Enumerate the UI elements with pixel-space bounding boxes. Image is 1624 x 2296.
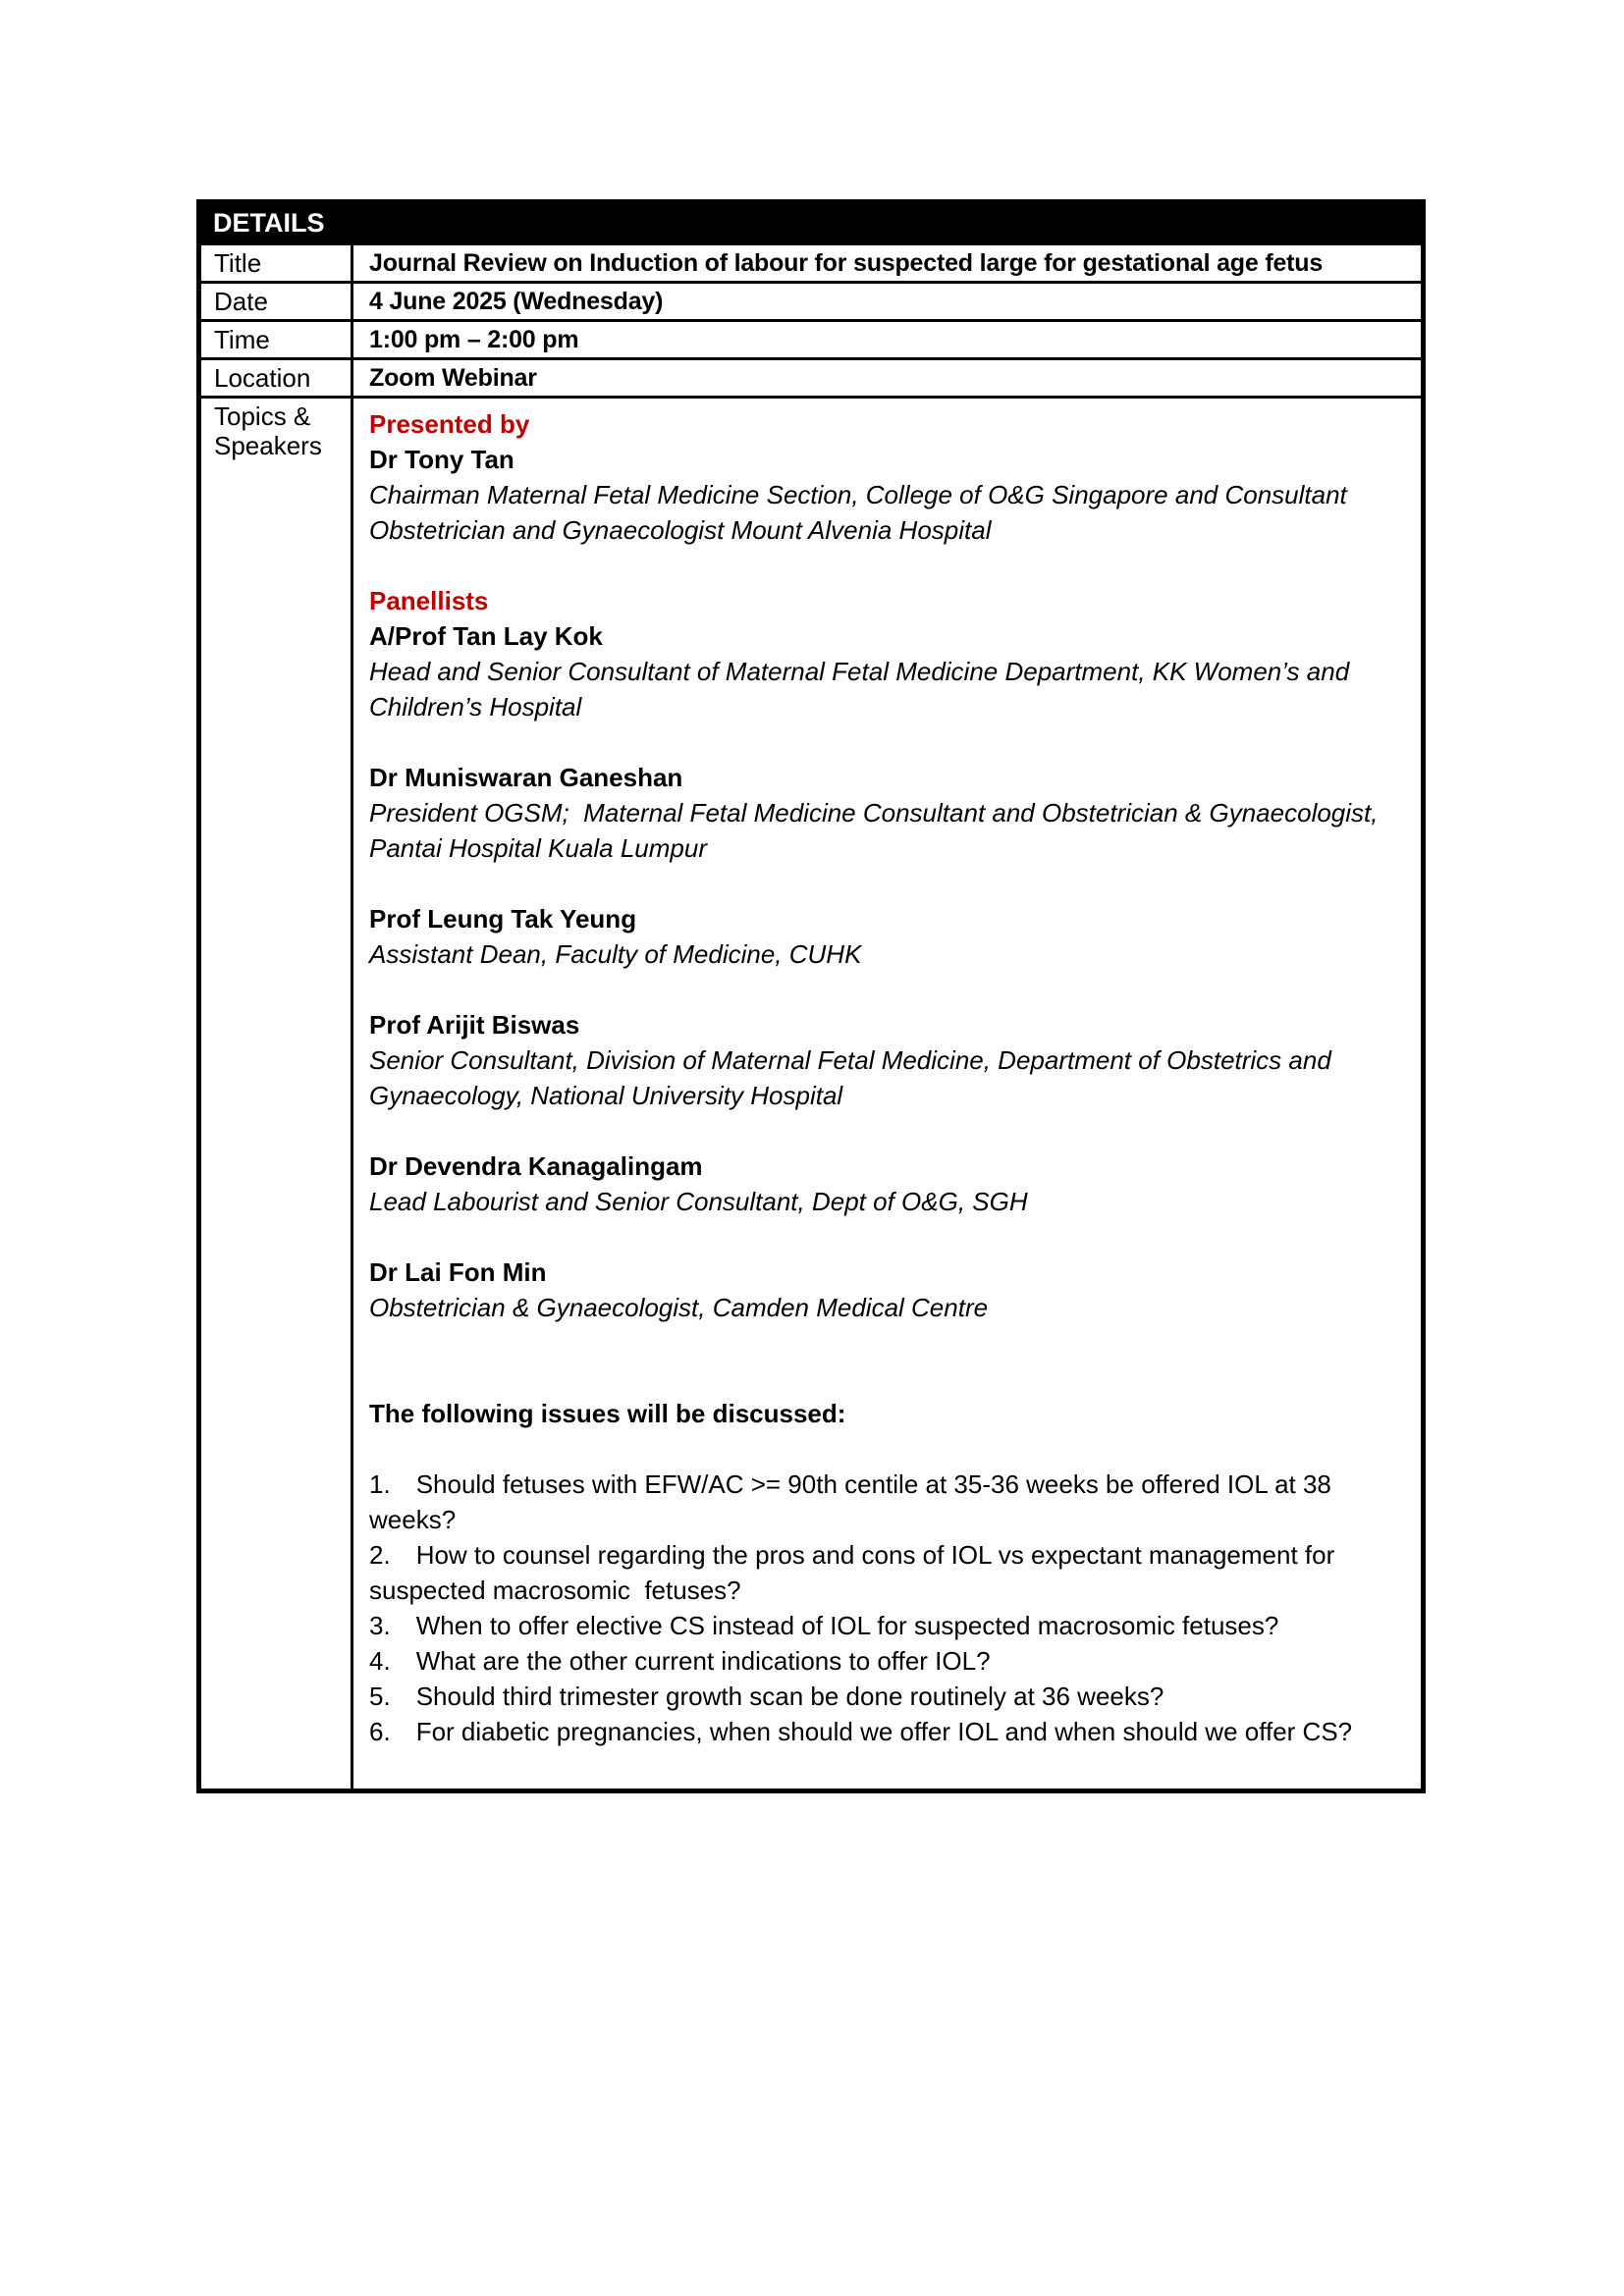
time-value: 1:00 pm – 2:00 pm bbox=[369, 326, 579, 353]
issues-heading: The following issues will be discussed: bbox=[369, 1399, 846, 1428]
panellist-title: Head and Senior Consultant of Maternal Fetal Medicine Department, KK Women’s and Children’s Hospital bbox=[369, 657, 1350, 721]
issue-number: 5. bbox=[369, 1682, 391, 1711]
panellist-name: A/Prof Tan Lay Kok bbox=[369, 621, 603, 651]
presenter-title: Chairman Maternal Fetal Medicine Section, College of O&G Singapore and Consultant Obstetrician and Gynaecologist Mount Alvenia Hospital bbox=[369, 480, 1347, 545]
issue-text: What are the other current indications to offer IOL? bbox=[415, 1646, 991, 1676]
spacer bbox=[369, 1219, 1401, 1255]
spacer bbox=[369, 1325, 1401, 1396]
panellist-name: Prof Leung Tak Yeung bbox=[369, 904, 637, 934]
spacer bbox=[369, 866, 1401, 901]
issue-item bbox=[369, 1537, 1401, 1608]
issue-text: Should third trimester growth scan be done routinely at 36 weeks? bbox=[415, 1682, 1164, 1711]
issue-number: 4. bbox=[369, 1646, 391, 1676]
issue-text: For diabetic pregnancies, when should we offer IOL and when should we offer CS? bbox=[415, 1717, 1353, 1746]
spacer bbox=[369, 1431, 1401, 1467]
details-table bbox=[196, 199, 1426, 1793]
panellist-title: Lead Labourist and Senior Consultant, Dept of O&G, SGH bbox=[369, 1187, 1028, 1216]
presenter-name: Dr Tony Tan bbox=[369, 445, 514, 474]
issue-item bbox=[369, 1467, 1401, 1537]
issue-number: 1. bbox=[369, 1469, 391, 1499]
date-row bbox=[201, 281, 1421, 319]
issue-item bbox=[369, 1608, 1401, 1643]
spacer bbox=[369, 1113, 1401, 1148]
location-value: Zoom Webinar bbox=[369, 364, 537, 392]
issue-text: When to offer elective CS instead of IOL for suspected macrosomic fetuses? bbox=[415, 1611, 1279, 1640]
date-label: Date bbox=[201, 284, 353, 319]
panellist-title: President OGSM; Maternal Fetal Medicine Consultant and Obstetrician & Gynaecologist, Pantai Hospital Kuala Lumpur bbox=[369, 798, 1379, 863]
location-row bbox=[201, 357, 1421, 396]
panellist-name: Dr Lai Fon Min bbox=[369, 1257, 547, 1287]
issue-number: 6. bbox=[369, 1717, 391, 1746]
topics-speakers-label: Topics & Speakers bbox=[201, 399, 353, 1789]
location-label: Location bbox=[201, 360, 353, 396]
panellists-heading: Panellists bbox=[369, 586, 489, 615]
presented-by-heading: Presented by bbox=[369, 409, 530, 439]
panellist-title: Senior Consultant, Division of Maternal Fetal Medicine, Department of Obstetrics and Gynaecology, National University Hospital bbox=[369, 1045, 1331, 1110]
date-value: 4 June 2025 (Wednesday) bbox=[369, 288, 664, 315]
issue-item bbox=[369, 1679, 1401, 1714]
issue-text: How to counsel regarding the pros and cons of IOL vs expectant management for suspected macrosomic fetuses? bbox=[369, 1540, 1335, 1605]
spacer bbox=[369, 724, 1401, 760]
time-label: Time bbox=[201, 322, 353, 357]
panellist-title: Obstetrician & Gynaecologist, Camden Medical Centre bbox=[369, 1293, 989, 1322]
panellist-name: Dr Muniswaran Ganeshan bbox=[369, 763, 683, 792]
issue-item bbox=[369, 1714, 1401, 1749]
spacer bbox=[369, 972, 1401, 1007]
panellist-name: Prof Arijit Biswas bbox=[369, 1010, 580, 1040]
title-label: Title bbox=[201, 245, 353, 281]
issue-item bbox=[369, 1643, 1401, 1679]
panellist-title: Assistant Dean, Faculty of Medicine, CUHK bbox=[369, 939, 862, 969]
panellist-name: Dr Devendra Kanagalingam bbox=[369, 1151, 703, 1181]
topics-speakers-row bbox=[201, 396, 1421, 1789]
issue-number: 2. bbox=[369, 1540, 391, 1570]
title-value: Journal Review on Induction of labour for suspected large for gestational age fetus bbox=[369, 249, 1324, 277]
title-row bbox=[201, 242, 1421, 281]
time-row bbox=[201, 319, 1421, 357]
topics-speakers-content bbox=[353, 399, 1421, 1789]
details-header: DETAILS bbox=[201, 204, 1421, 242]
issue-number: 3. bbox=[369, 1611, 391, 1640]
spacer bbox=[369, 548, 1401, 583]
issue-text: Should fetuses with EFW/AC >= 90th centile at 35-36 weeks be offered IOL at 38 weeks? bbox=[369, 1469, 1331, 1534]
